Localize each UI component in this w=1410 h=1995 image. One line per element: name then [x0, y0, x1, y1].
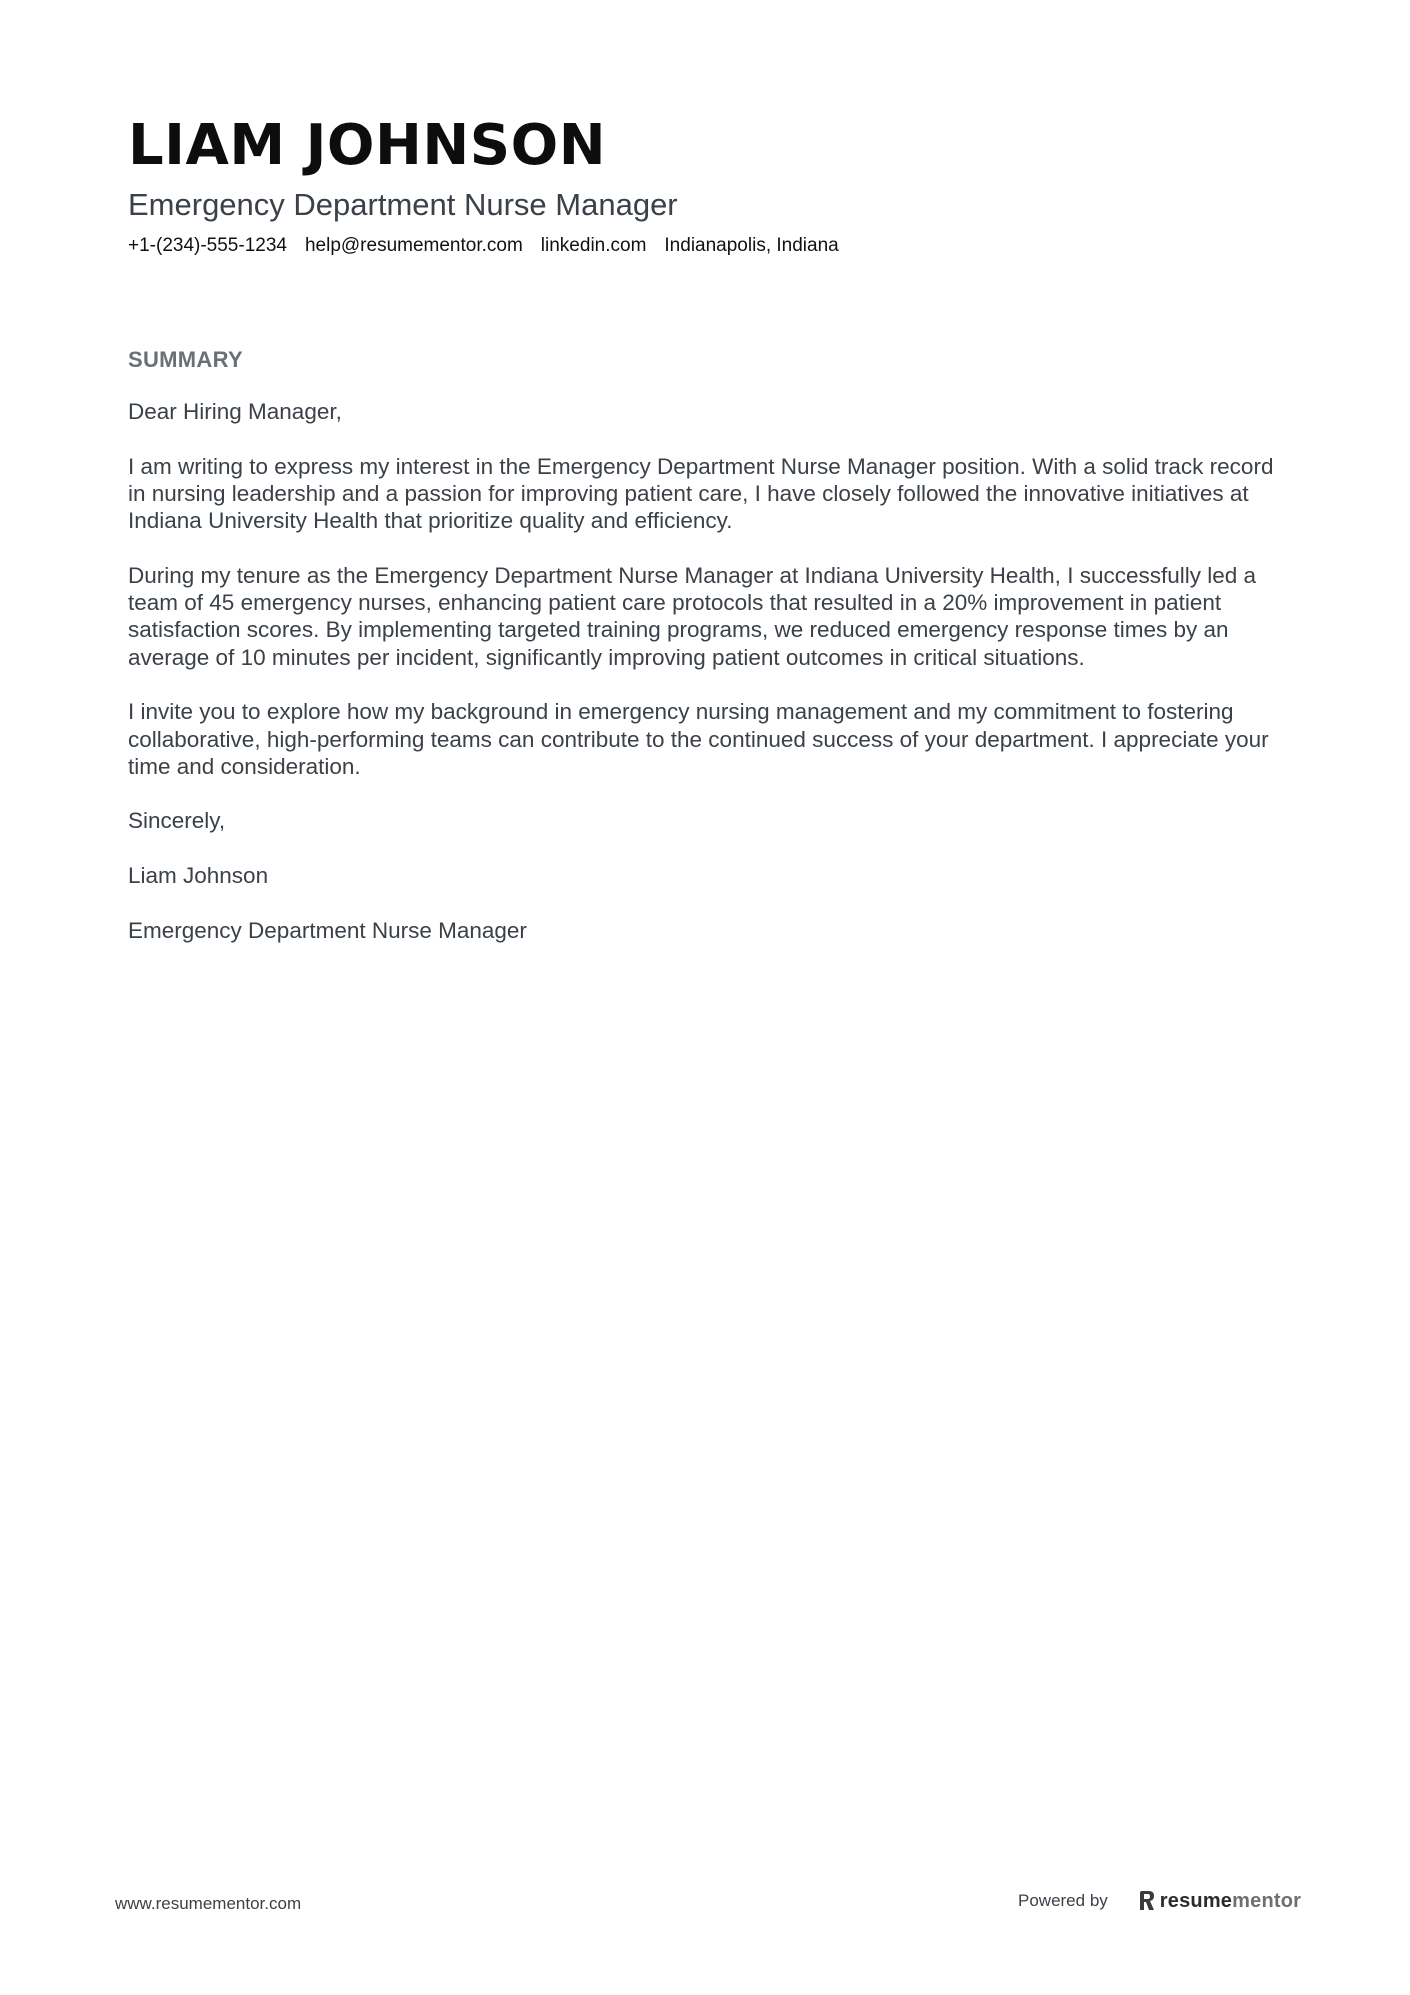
brand-logo[interactable] [1138, 1890, 1301, 1913]
contact-location: Indianapolis, Indiana [664, 235, 839, 256]
footer-branding [1018, 1888, 1301, 1914]
contact-phone: +1-(234)-555-1234 [128, 235, 287, 256]
footer-website[interactable]: www.resumementor.com [115, 1894, 302, 1913]
letter-paragraph-3: I invite you to explore how my background in emergency nursing management and my commitment to fostering collaborative, high-performing teams can contribute to the continued success of your department. I appreciate your time and consideration. [128, 699, 1269, 779]
contact-linkedin[interactable]: linkedin.com [540, 235, 647, 256]
candidate-title: Emergency Department Nurse Manager [128, 187, 678, 222]
resumementor-logo-icon [1138, 1890, 1156, 1912]
brand-name-part1: resume [1159, 1889, 1233, 1912]
letter-body [128, 398, 1293, 971]
brand-name-part2: mentor [1232, 1889, 1302, 1912]
letter-closing: Sincerely, [128, 808, 226, 834]
summary-heading: SUMMARY [128, 347, 243, 372]
candidate-name: LIAM JOHNSON [128, 113, 607, 178]
letter-paragraph-1: I am writing to express my interest in the Emergency Department Nurse Manager position. With a solid track record in nursing leadership and a passion for improving patient care, I have closely followed the innovative initiatives at Indiana University Health that prioritize quality and efficiency. [128, 453, 1274, 534]
contact-info [128, 233, 839, 259]
contact-email[interactable]: help@resumementor.com [304, 235, 523, 256]
letter-signature-name: Liam Johnson [128, 863, 269, 889]
powered-by-label: Powered by [1018, 1891, 1108, 1910]
letter-signature-title: Emergency Department Nurse Manager [128, 917, 527, 943]
letter-salutation: Dear Hiring Manager, [128, 399, 342, 424]
letter-paragraph-2: During my tenure as the Emergency Department Nurse Manager at Indiana University Health, I successfully led a team of 45 emergency nurses, enhancing patient care protocols that resulted in a 20% improvement in patient satisfaction scores. By implementing targeted training programs, we reduced emergency response times by an average of 10 minutes per incident, significantly improving patient outcomes in critical situations. [128, 562, 1257, 670]
